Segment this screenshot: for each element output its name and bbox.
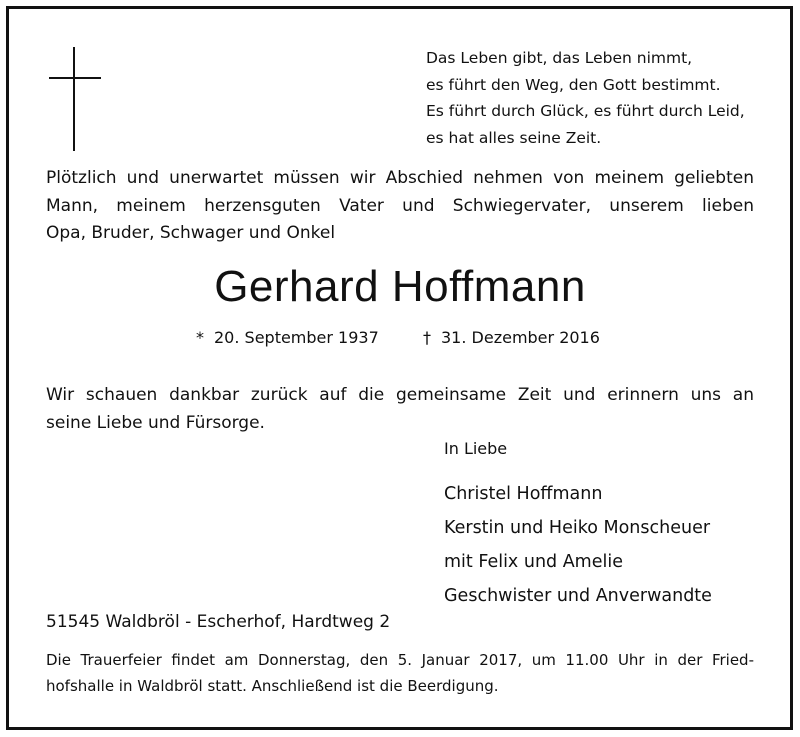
signer: Christel Hoffmann <box>444 484 603 504</box>
birth-date: 20. September 1937 <box>214 328 379 347</box>
thanks-line: Wir schauen dankbar zurück auf die gemeinsame Zeit und erinnern uns an <box>46 385 754 405</box>
poem-line: es hat alles seine Zeit. <box>426 128 602 147</box>
cross-vertical-bar <box>73 47 75 151</box>
address: 51545 Waldbröl - Escherhof, Hardtweg 2 <box>46 612 391 632</box>
birth-symbol: * <box>196 328 204 347</box>
poem-line: es führt den Weg, den Gott bestimmt. <box>426 75 721 94</box>
death-date: 31. Dezember 2016 <box>441 328 600 347</box>
poem-line: Es führt durch Glück, es führt durch Leid, <box>426 102 745 120</box>
intro-line: Opa, Bruder, Schwager und Onkel <box>46 223 336 243</box>
death-date-line <box>423 328 600 347</box>
birth-date-line <box>196 328 379 347</box>
thanks-line: seine Liebe und Fürsorge. <box>46 413 265 433</box>
funeral-service-info <box>46 647 754 699</box>
signer: mit Felix und Amelie <box>444 552 623 572</box>
signers-list <box>444 477 712 613</box>
signer: Kerstin und Heiko Monscheuer <box>444 518 711 538</box>
deceased-name: Gerhard Hoffmann <box>214 262 586 311</box>
service-line: Die Trauerfeier findet am Donnerstag, den 5. Januar 2017, um 11.00 Uhr in der Fried- <box>46 651 754 669</box>
thanks-text <box>46 381 754 437</box>
death-symbol: † <box>423 328 431 347</box>
poem-line: Das Leben gibt, das Leben nimmt, <box>426 49 693 67</box>
service-line: hofshalle in Waldbröl statt. Anschließend ist die Beerdigung. <box>46 677 499 695</box>
cross-horizontal-bar <box>49 77 101 79</box>
signer: Geschwister und Anverwandte <box>444 586 712 606</box>
poem <box>426 45 745 151</box>
in-liebe-label: In Liebe <box>444 439 508 458</box>
intro-line: Mann, meinem herzensguten Vater und Schwiegervater, unserem lieben <box>46 195 754 216</box>
intro-line: Plötzlich und unerwartet müssen wir Abschied nehmen von meinem geliebten <box>46 168 754 188</box>
intro-text <box>46 165 754 248</box>
